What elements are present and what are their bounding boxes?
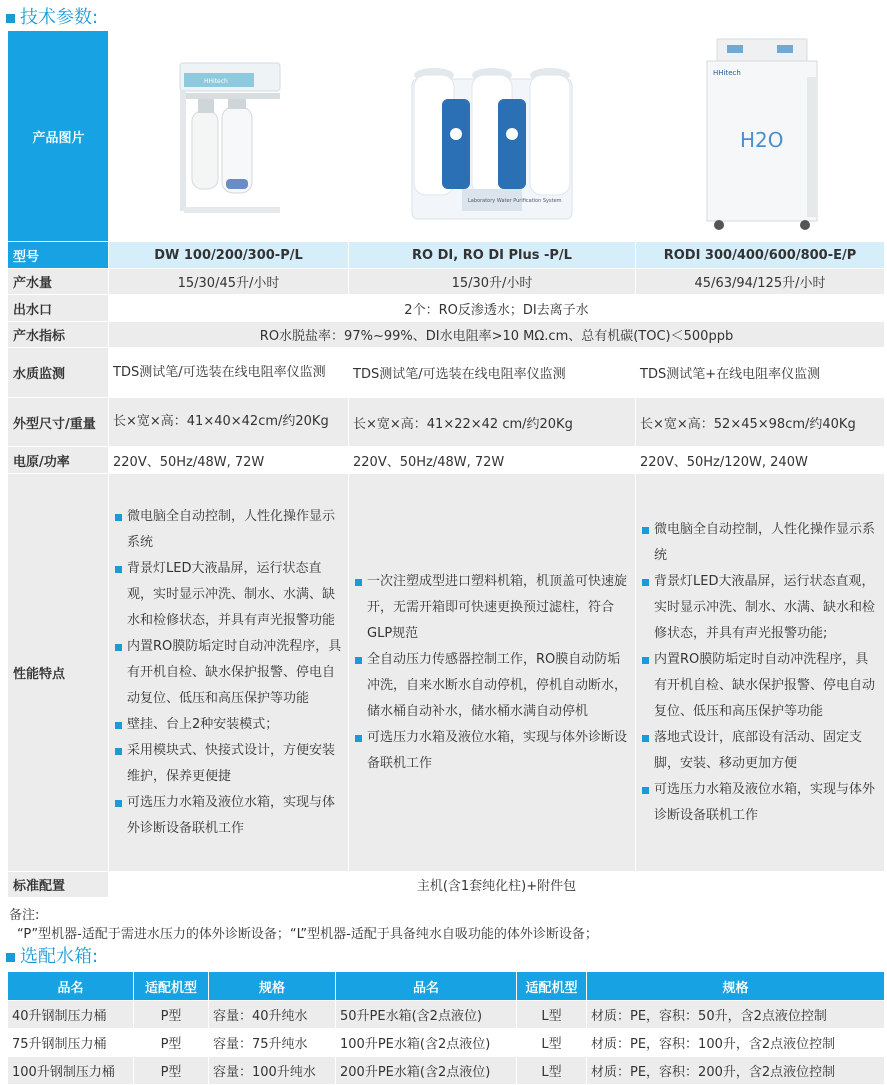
model-value: RODI 300/400/600/800-E/P — [636, 242, 885, 269]
row-label-image: 产品图片 — [8, 31, 109, 242]
row-label-quality: 产水指标 — [8, 322, 109, 348]
size-value: 长×宽×高：52×45×98cm/约40Kg — [636, 398, 885, 447]
tank-spec: 材质：PE，容积：100升，含2点液位控制 — [587, 1029, 885, 1057]
tank-spec: 容量：75升纯水 — [209, 1029, 336, 1057]
tank-section-title — [6, 945, 98, 969]
size-value: 长×宽×高：41×22×42 cm/约20Kg — [349, 398, 636, 447]
feature-item: 可选压力水箱及液位水箱，实现与体外诊断设备联机工作 — [640, 777, 880, 829]
power-row — [8, 447, 885, 474]
row-label-features: 性能特点 — [8, 474, 109, 872]
features-col2 — [349, 474, 636, 872]
features-row — [8, 474, 885, 872]
notes-text: “P”型机器-适配于需进水压力的体外诊断设备；“L”型机器-适配于具备纯水自吸功能的体外诊断设备； — [17, 927, 598, 942]
rodi-panel-text: Laboratory Water Purification System — [468, 198, 562, 204]
feature-list — [640, 517, 880, 829]
row-label-size: 外型尺寸/重量 — [8, 398, 109, 447]
feature-item: 微电脑全自动控制，人性化操作显示系统 — [640, 517, 880, 569]
feature-item: 内置RO膜防垢定时自动冲洗程序，具有开机自检、缺水保护报警、停电自动复位、低压和高压保护等功能 — [113, 634, 344, 712]
feature-item: 微电脑全自动控制，人性化操作显示系统 — [113, 504, 344, 556]
features-col1 — [109, 474, 349, 872]
feature-item: 背景灯LED大液晶屏，运行状态直观，实时显示冲洗、制水、水满、缺水和检修状态，并具有声光报警功能; — [640, 569, 880, 647]
feature-item: 内置RO膜防垢定时自动冲洗程序，具有开机自检、缺水保护报警、停电自动复位、低压和高压保护等功能 — [640, 647, 880, 725]
specs-section-title — [6, 6, 98, 30]
tank-type: L型 — [517, 1057, 587, 1085]
row-label-model: 型号 — [8, 242, 109, 269]
tank-name: 50升PE水箱(含2点液位) — [336, 1001, 517, 1029]
feature-item: 落地式设计，底部设有活动、固定支脚，安装、移动更加方便 — [640, 725, 880, 777]
monitor-row — [8, 348, 885, 398]
tank-spec: 容量：100升纯水 — [209, 1057, 336, 1085]
rodi-floor-illustration — [685, 37, 835, 232]
output-value: 15/30/45升/小时 — [109, 269, 349, 295]
model-value: DW 100/200/300-P/L — [109, 242, 349, 269]
power-value: 220V、50Hz/48W, 72W — [349, 447, 636, 474]
tank-title-text: 选配水箱: — [20, 946, 99, 967]
product-image-rodi — [349, 31, 636, 242]
h2o-logo: H2O — [740, 127, 784, 152]
section-marker-icon — [6, 14, 15, 23]
feature-item: 全自动压力传感器控制工作，RO膜自动防垢冲洗，自来水断水自动停机，停机自动断水，储水桶自动补水，储水桶水满自动停机 — [353, 647, 631, 725]
features-col3 — [636, 474, 885, 872]
tank-name: 75升钢制压力桶 — [8, 1029, 134, 1057]
feature-item: 壁挂、台上2种安装模式； — [113, 712, 344, 738]
header-spec: 规格 — [209, 972, 336, 1001]
tank-type: P型 — [134, 1029, 209, 1057]
tank-name: 100升钢制压力桶 — [8, 1057, 134, 1085]
monitor-value: TDS测试笔/可选装在线电阻率仪监测 — [109, 348, 349, 398]
feature-item: 背景灯LED大液晶屏，运行状态直观，实时显示冲洗、制水、水满、缺水和检修状态，并具有声光报警功能 — [113, 556, 344, 634]
model-value: RO DI, RO DI Plus -P/L — [349, 242, 636, 269]
row-label-power: 电原/功率 — [8, 447, 109, 474]
image-row — [8, 31, 885, 242]
output-value: 15/30升/小时 — [349, 269, 636, 295]
table-row — [8, 1001, 885, 1029]
header-spec: 规格 — [587, 972, 885, 1001]
outlet-row — [8, 295, 885, 322]
size-value: 长×宽×高：41×40×42cm/约20Kg — [109, 398, 349, 447]
table-row — [8, 1057, 885, 1085]
standard-row — [8, 872, 885, 898]
row-label-monitor: 水质监测 — [8, 348, 109, 398]
monitor-value: TDS测试笔/可选装在线电阻率仪监测 — [349, 348, 636, 398]
tank-name: 40升钢制压力桶 — [8, 1001, 134, 1029]
tank-spec: 材质：PE，容积：50升，含2点液位控制 — [587, 1001, 885, 1029]
tank-spec: 材质：PE，容积：200升，含2点液位控制 — [587, 1057, 885, 1085]
rodi-floor-brand: HHitech — [713, 68, 741, 77]
tank-type: L型 — [517, 1001, 587, 1029]
size-row — [8, 398, 885, 447]
feature-item: 可选压力水箱及液位水箱，实现与体外诊断设备联机工作 — [353, 725, 631, 777]
table-row — [8, 1029, 885, 1057]
dw-purifier-illustration — [154, 49, 304, 219]
tank-spec: 容量：40升纯水 — [209, 1001, 336, 1029]
product-image-rodi-floor — [636, 31, 885, 242]
rodi-purifier-illustration — [402, 39, 582, 229]
power-value: 220V、50Hz/120W, 240W — [636, 447, 885, 474]
power-value: 220V、50Hz/48W, 72W — [109, 447, 349, 474]
section-marker-icon — [6, 953, 15, 962]
row-label-output: 产水量 — [8, 269, 109, 295]
tank-type: P型 — [134, 1057, 209, 1085]
tank-name: 200升PE水箱(含2点液位) — [336, 1057, 517, 1085]
header-name: 品名 — [8, 972, 134, 1001]
feature-item: 一次注塑成型进口塑料机箱，机顶盖可快速旋开，无需开箱即可快速更换预过滤柱，符合GLP规范 — [353, 569, 631, 647]
spec-table — [7, 30, 885, 898]
notes-title: 备注: — [9, 908, 40, 923]
quality-value: RO水脱盐率：97%~99%、DI水电阻率>10 MΩ.cm、总有机碳(TOC)＜500ppb — [109, 322, 885, 348]
row-label-outlet: 出水口 — [8, 295, 109, 322]
row-label-standard: 标准配置 — [8, 872, 109, 898]
tank-name: 100升PE水箱(含2点液位) — [336, 1029, 517, 1057]
tank-type: L型 — [517, 1029, 587, 1057]
model-row — [8, 242, 885, 269]
output-row — [8, 269, 885, 295]
feature-item: 采用模块式、快接式设计，方便安装维护，保养更便捷 — [113, 738, 344, 790]
header-name: 品名 — [336, 972, 517, 1001]
monitor-value: TDS测试笔+在线电阻率仪监测 — [636, 348, 885, 398]
tank-header-row — [8, 972, 885, 1001]
specs-title-text: 技术参数: — [20, 7, 99, 28]
tank-type: P型 — [134, 1001, 209, 1029]
feature-list — [353, 569, 631, 777]
standard-value: 主机(含1套纯化柱)+附件包 — [109, 872, 885, 898]
header-model: 适配机型 — [134, 972, 209, 1001]
product-image-dw — [109, 31, 349, 242]
header-model: 适配机型 — [517, 972, 587, 1001]
quality-row — [8, 322, 885, 348]
output-value: 45/63/94/125升/小时 — [636, 269, 885, 295]
notes-block — [9, 906, 598, 944]
outlet-value: 2个：RO反渗透水；DI去离子水 — [109, 295, 885, 322]
tank-table — [7, 971, 885, 1085]
feature-item: 可选压力水箱及液位水箱，实现与体外诊断设备联机工作 — [113, 790, 344, 842]
dw-brand: HHitech — [203, 78, 228, 85]
feature-list — [113, 504, 344, 842]
